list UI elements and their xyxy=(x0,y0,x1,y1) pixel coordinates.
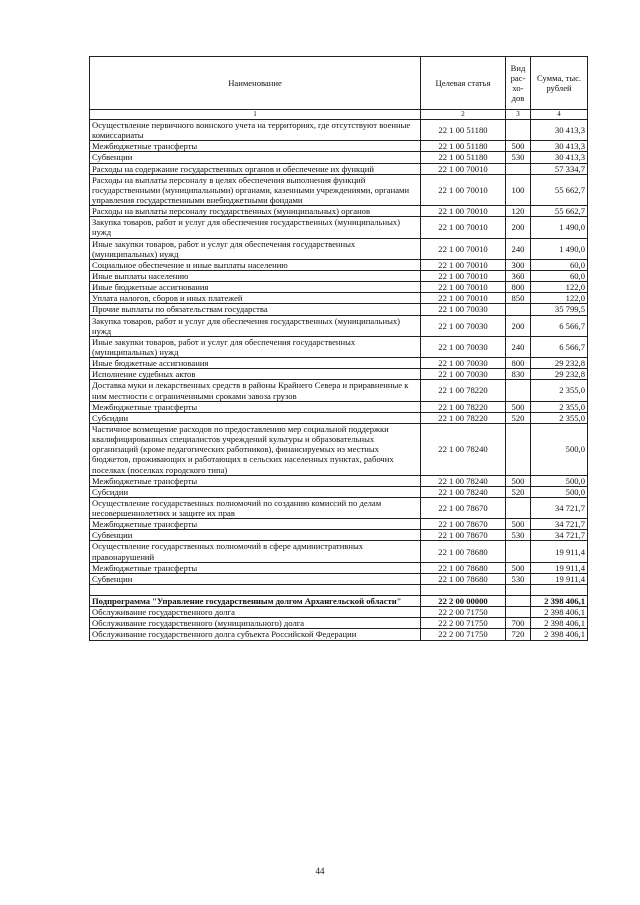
row-name: Прочие выплаты по обязательствам государства xyxy=(90,304,421,315)
row-sum: 60,0 xyxy=(531,259,588,270)
row-code: 22 1 00 70030 xyxy=(421,369,506,380)
header-code: Целевая статья xyxy=(421,57,506,110)
row-type: 530 xyxy=(506,152,531,163)
row-type: 850 xyxy=(506,293,531,304)
row-code: 22 1 00 70010 xyxy=(421,270,506,281)
table-row xyxy=(90,380,588,401)
row-sum: 34 721,7 xyxy=(531,519,588,530)
row-name: Осуществление государственных полномочий по созданию комиссий по делам несовершеннолетних и защите их прав xyxy=(90,497,421,518)
row-code: 22 1 00 70030 xyxy=(421,315,506,336)
row-name: Иные бюджетные ассигнования xyxy=(90,358,421,369)
header-sum: Сумма, тыс. рублей xyxy=(531,57,588,110)
row-sum: 1 490,0 xyxy=(531,238,588,259)
row-sum: 34 721,7 xyxy=(531,497,588,518)
table-row xyxy=(90,141,588,152)
row-name: Межбюджетные трансферты xyxy=(90,401,421,412)
row-code: 22 1 00 70010 xyxy=(421,163,506,174)
table-row xyxy=(90,152,588,163)
table-row xyxy=(90,293,588,304)
row-type: 200 xyxy=(506,315,531,336)
row-type: 530 xyxy=(506,530,531,541)
row-type: 700 xyxy=(506,618,531,629)
row-type: 360 xyxy=(506,270,531,281)
row-name: Осуществление государственных полномочий в сфере административных правонарушений xyxy=(90,541,421,562)
row-name: Уплата налогов, сборов и иных платежей xyxy=(90,293,421,304)
row-name: Доставка муки и лекарственных средств в районы Крайнего Севера и приравненные к ним местности с ограниченными сроками завоза грузов xyxy=(90,380,421,401)
row-type xyxy=(506,163,531,174)
row-type xyxy=(506,304,531,315)
row-code: 22 1 00 70010 xyxy=(421,282,506,293)
row-sum: 34 721,7 xyxy=(531,530,588,541)
row-sum: 30 413,3 xyxy=(531,141,588,152)
table-row xyxy=(90,282,588,293)
row-type: 300 xyxy=(506,259,531,270)
row-code: 22 1 00 70010 xyxy=(421,206,506,217)
table-row xyxy=(90,206,588,217)
row-name: Иные закупки товаров, работ и услуг для обеспечения государственных (муниципальных) нужд xyxy=(90,238,421,259)
row-code xyxy=(421,585,506,596)
table-row xyxy=(90,618,588,629)
row-sum: 500,0 xyxy=(531,423,588,475)
row-code: 22 2 00 00000 xyxy=(421,596,506,607)
row-type: 500 xyxy=(506,141,531,152)
table-row xyxy=(90,486,588,497)
row-code: 22 1 00 70030 xyxy=(421,358,506,369)
row-name: Субсидии xyxy=(90,412,421,423)
row-sum: 2 355,0 xyxy=(531,380,588,401)
row-type xyxy=(506,423,531,475)
row-code: 22 1 00 78240 xyxy=(421,423,506,475)
row-code: 22 1 00 78670 xyxy=(421,519,506,530)
row-type: 720 xyxy=(506,629,531,640)
table-row xyxy=(90,369,588,380)
column-number: 3 xyxy=(506,110,531,120)
row-sum: 57 334,7 xyxy=(531,163,588,174)
row-name: Обслуживание государственного (муниципального) долга xyxy=(90,618,421,629)
row-code: 22 1 00 51180 xyxy=(421,120,506,141)
row-sum: 2 355,0 xyxy=(531,412,588,423)
row-sum: 29 232,8 xyxy=(531,369,588,380)
row-type: 830 xyxy=(506,369,531,380)
row-sum: 55 662,7 xyxy=(531,174,588,205)
row-code: 22 1 00 70010 xyxy=(421,293,506,304)
table-row xyxy=(90,541,588,562)
row-sum: 19 911,4 xyxy=(531,541,588,562)
row-code: 22 1 00 78240 xyxy=(421,475,506,486)
row-sum: 2 398 406,1 xyxy=(531,629,588,640)
table-row xyxy=(90,497,588,518)
row-name: Субвенции xyxy=(90,573,421,584)
row-code: 22 1 00 78680 xyxy=(421,562,506,573)
row-name: Иные закупки товаров, работ и услуг для обеспечения государственных (муниципальных) нужд xyxy=(90,336,421,357)
row-sum: 55 662,7 xyxy=(531,206,588,217)
budget-table xyxy=(89,56,588,641)
row-code: 22 1 00 70030 xyxy=(421,304,506,315)
table-row xyxy=(90,304,588,315)
table-row xyxy=(90,358,588,369)
row-name: Закупка товаров, работ и услуг для обеспечения государственных (муниципальных) нужд xyxy=(90,217,421,238)
page-number: 44 xyxy=(315,866,325,876)
row-name: Подпрограмма "Управление государственным долгом Архангельской области" xyxy=(90,596,421,607)
column-number: 4 xyxy=(531,110,588,120)
table-row xyxy=(90,530,588,541)
row-type xyxy=(506,596,531,607)
table-row xyxy=(90,270,588,281)
row-code: 22 1 00 70010 xyxy=(421,238,506,259)
row-name: Расходы на выплаты персоналу государственных (муниципальных) органов xyxy=(90,206,421,217)
table-row xyxy=(90,259,588,270)
row-type: 500 xyxy=(506,475,531,486)
row-name: Исполнение судебных актов xyxy=(90,369,421,380)
header-type: Вид рас-хо-дов xyxy=(506,57,531,110)
table-row xyxy=(90,412,588,423)
row-name: Иные бюджетные ассигнования xyxy=(90,282,421,293)
row-sum: 500,0 xyxy=(531,475,588,486)
row-type: 800 xyxy=(506,358,531,369)
row-sum: 19 911,4 xyxy=(531,573,588,584)
row-code: 22 1 00 78220 xyxy=(421,380,506,401)
row-name: Субвенции xyxy=(90,530,421,541)
row-name: Субвенции xyxy=(90,152,421,163)
row-name: Расходы на выплаты персоналу в целях обеспечения выполнения функций государственными (муниципальными) органами, казенными учреждениями, органами управления государственными внебюджетными фондами xyxy=(90,174,421,205)
table-row xyxy=(90,423,588,475)
header-name: Наименование xyxy=(90,57,421,110)
row-sum: 2 398 406,1 xyxy=(531,618,588,629)
row-code: 22 1 00 70010 xyxy=(421,217,506,238)
row-name: Расходы на содержание государственных органов и обеспечение их функций xyxy=(90,163,421,174)
row-type: 520 xyxy=(506,486,531,497)
row-type xyxy=(506,585,531,596)
table-row xyxy=(90,336,588,357)
row-type xyxy=(506,380,531,401)
table-row xyxy=(90,573,588,584)
row-code: 22 2 00 71750 xyxy=(421,618,506,629)
row-code: 22 1 00 78670 xyxy=(421,530,506,541)
row-code: 22 1 00 70010 xyxy=(421,259,506,270)
row-name: Обслуживание государственного долга xyxy=(90,607,421,618)
row-type: 500 xyxy=(506,562,531,573)
row-type: 500 xyxy=(506,519,531,530)
row-type: 240 xyxy=(506,238,531,259)
row-sum: 29 232,8 xyxy=(531,358,588,369)
row-sum: 2 398 406,1 xyxy=(531,596,588,607)
row-code: 22 1 00 78220 xyxy=(421,401,506,412)
row-sum: 6 566,7 xyxy=(531,315,588,336)
header-row xyxy=(90,57,588,110)
row-code: 22 1 00 51180 xyxy=(421,152,506,163)
table-row xyxy=(90,629,588,640)
row-type xyxy=(506,120,531,141)
table-body xyxy=(90,120,588,641)
table-row xyxy=(90,120,588,141)
row-sum: 2 355,0 xyxy=(531,401,588,412)
table-row xyxy=(90,562,588,573)
row-sum: 122,0 xyxy=(531,293,588,304)
row-code: 22 1 00 78670 xyxy=(421,497,506,518)
row-name: Межбюджетные трансферты xyxy=(90,562,421,573)
row-name xyxy=(90,585,421,596)
row-code: 22 1 00 78240 xyxy=(421,486,506,497)
row-sum: 1 490,0 xyxy=(531,217,588,238)
column-number: 2 xyxy=(421,110,506,120)
row-name: Субсидии xyxy=(90,486,421,497)
row-type: 100 xyxy=(506,174,531,205)
row-sum: 19 911,4 xyxy=(531,562,588,573)
row-code: 22 1 00 70010 xyxy=(421,174,506,205)
row-name: Закупка товаров, работ и услуг для обеспечения государственных (муниципальных) нужд xyxy=(90,315,421,336)
row-name: Межбюджетные трансферты xyxy=(90,475,421,486)
row-name: Иные выплаты населению xyxy=(90,270,421,281)
table-row xyxy=(90,174,588,205)
row-name: Частичное возмещение расходов по предоставлению мер социальной поддержки квалифицированных специалистов учреждений культуры и образовательных организаций (кроме педагогических работников), финансируемых из местных бюджетов, проживающих и работающих в сельских населенных пунктах, рабочих поселках (поселках городского типа) xyxy=(90,423,421,475)
row-code: 22 1 00 78680 xyxy=(421,573,506,584)
row-code: 22 1 00 78220 xyxy=(421,412,506,423)
table-row xyxy=(90,607,588,618)
row-type: 800 xyxy=(506,282,531,293)
column-number-row xyxy=(90,110,588,120)
row-sum: 2 398 406,1 xyxy=(531,607,588,618)
table-row xyxy=(90,596,588,607)
row-type: 530 xyxy=(506,573,531,584)
row-sum: 500,0 xyxy=(531,486,588,497)
row-sum xyxy=(531,585,588,596)
row-code: 22 1 00 51180 xyxy=(421,141,506,152)
table-row xyxy=(90,519,588,530)
column-number: 1 xyxy=(90,110,421,120)
row-name: Обслуживание государственного долга субъекта Российской Федерации xyxy=(90,629,421,640)
row-type xyxy=(506,497,531,518)
row-type: 120 xyxy=(506,206,531,217)
row-sum: 35 799,5 xyxy=(531,304,588,315)
row-type: 500 xyxy=(506,401,531,412)
table-row xyxy=(90,315,588,336)
row-type xyxy=(506,607,531,618)
row-sum: 60,0 xyxy=(531,270,588,281)
table-row xyxy=(90,401,588,412)
row-name: Межбюджетные трансферты xyxy=(90,519,421,530)
row-type xyxy=(506,541,531,562)
row-name: Межбюджетные трансферты xyxy=(90,141,421,152)
row-type: 240 xyxy=(506,336,531,357)
table-row xyxy=(90,475,588,486)
row-code: 22 1 00 70030 xyxy=(421,336,506,357)
spacer-row xyxy=(90,585,588,596)
row-sum: 30 413,3 xyxy=(531,120,588,141)
row-code: 22 2 00 71750 xyxy=(421,607,506,618)
row-type: 200 xyxy=(506,217,531,238)
table-row xyxy=(90,163,588,174)
row-sum: 30 413,3 xyxy=(531,152,588,163)
row-name: Осуществление первичного воинского учета на территориях, где отсутствуют военные комиссариаты xyxy=(90,120,421,141)
table-row xyxy=(90,238,588,259)
row-sum: 122,0 xyxy=(531,282,588,293)
row-sum: 6 566,7 xyxy=(531,336,588,357)
row-code: 22 1 00 78680 xyxy=(421,541,506,562)
row-code: 22 2 00 71750 xyxy=(421,629,506,640)
table-row xyxy=(90,217,588,238)
row-name: Социальное обеспечение и иные выплаты населению xyxy=(90,259,421,270)
row-type: 520 xyxy=(506,412,531,423)
